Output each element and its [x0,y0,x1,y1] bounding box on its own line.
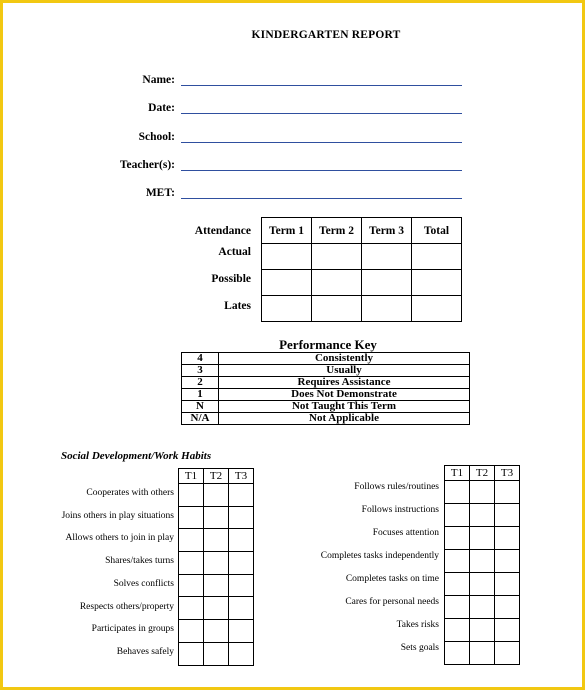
report-title: KINDERGARTEN REPORT [251,29,401,41]
met-field[interactable] [181,198,462,199]
skill-rating-cell[interactable] [229,642,254,665]
skill-rating-cell[interactable] [229,529,254,552]
skill-rating-cell[interactable] [229,552,254,575]
skill-label: Completes tasks independently [320,551,439,561]
teacher-label: Teacher(s): [119,159,175,171]
attendance-row-possible: Possible [211,273,251,285]
skill-rating-cell[interactable] [445,527,470,550]
skill-rating-cell[interactable] [445,642,470,665]
skill-rating-cell[interactable] [179,552,204,575]
skill-rating-cell[interactable] [470,527,495,550]
skill-rating-cell[interactable] [495,619,520,642]
attendance-cell[interactable] [312,244,362,270]
attendance-cell[interactable] [262,244,312,270]
name-field[interactable] [181,85,462,86]
skill-label: Sets goals [400,643,439,653]
key-desc: Usually [219,365,470,377]
attendance-label: Attendance [194,225,251,237]
skill-rating-cell[interactable] [179,574,204,597]
skill-rating-cell[interactable] [445,619,470,642]
skill-row [179,529,254,552]
skill-rating-cell[interactable] [179,620,204,643]
skill-rating-cell[interactable] [470,642,495,665]
skill-rating-cell[interactable] [229,574,254,597]
skill-rating-cell[interactable] [495,596,520,619]
skill-row [445,596,520,619]
skill-rating-cell[interactable] [229,484,254,507]
attendance-cell[interactable] [262,296,312,322]
skill-rating-cell[interactable] [495,642,520,665]
skill-rating-cell[interactable] [470,619,495,642]
skill-label: Participates in groups [91,624,174,635]
skill-rating-cell[interactable] [179,484,204,507]
skill-label: Follows instructions [361,505,439,515]
key-desc: Consistently [219,353,470,365]
skill-label: Focuses attention [372,528,439,538]
attendance-cell[interactable] [362,296,412,322]
skill-rating-cell[interactable] [204,620,229,643]
skill-label: Solves conflicts [113,578,174,589]
skill-rating-cell[interactable] [445,573,470,596]
skill-row [179,574,254,597]
skill-rating-cell[interactable] [470,573,495,596]
attendance-row-actual: Actual [218,246,251,258]
skill-row [179,484,254,507]
skill-rating-cell[interactable] [179,529,204,552]
term1-header: Term 1 [262,218,312,244]
skill-rating-cell[interactable] [204,597,229,620]
skill-rating-cell[interactable] [470,596,495,619]
school-label: School: [138,131,175,143]
attendance-cell[interactable] [312,270,362,296]
skill-label: Follows rules/routines [354,482,439,492]
performance-key-title: Performance Key [279,337,377,352]
skill-rating-cell[interactable] [470,481,495,504]
skill-label: Allows others to join in play [65,533,174,544]
term3-header: Term 3 [362,218,412,244]
skill-label: Joins others in play situations [61,510,174,521]
skill-rating-cell[interactable] [204,642,229,665]
key-code: N [182,401,219,413]
met-label: MET: [145,187,175,199]
grid-header-row [179,469,254,484]
skill-rating-cell[interactable] [179,642,204,665]
term-header: T1 [179,469,204,484]
skill-row [445,504,520,527]
term-header: T2 [204,469,229,484]
skill-rating-cell[interactable] [445,596,470,619]
performance-key-table [181,352,470,425]
skill-rating-cell[interactable] [495,527,520,550]
skill-label: Takes risks [396,620,439,630]
skill-label: Completes tasks on time [345,574,439,584]
term-header: T2 [470,466,495,481]
skill-row [179,642,254,665]
skill-rating-cell[interactable] [229,506,254,529]
key-row [182,389,470,401]
skill-rating-cell[interactable] [204,552,229,575]
skill-rating-cell[interactable] [445,504,470,527]
key-code: 2 [182,377,219,389]
skill-row [179,506,254,529]
attendance-cell[interactable] [412,244,462,270]
skill-row [445,619,520,642]
skill-row [445,481,520,504]
skill-rating-cell[interactable] [495,481,520,504]
social-development-title: Social Development/Work Habits [61,450,212,462]
key-desc: Does Not Demonstrate [219,389,470,401]
skill-rating-cell[interactable] [470,550,495,573]
skill-rating-cell[interactable] [495,504,520,527]
key-code: 3 [182,365,219,377]
name-label: Name: [142,74,175,86]
attendance-cell[interactable] [362,244,412,270]
date-field[interactable] [181,113,462,114]
attendance-actual-row [262,244,462,270]
skill-row [179,620,254,643]
skill-label: Shares/takes turns [105,556,174,567]
attendance-cell[interactable] [412,270,462,296]
attendance-cell[interactable] [412,296,462,322]
skill-rating-cell[interactable] [445,481,470,504]
skill-rating-cell[interactable] [204,574,229,597]
term-header: T3 [495,466,520,481]
school-field[interactable] [181,142,462,143]
key-desc: Not Applicable [219,413,470,425]
skill-row [445,642,520,665]
key-row [182,377,470,389]
skill-rating-cell[interactable] [470,504,495,527]
skill-label: Cares for personal needs [345,597,439,607]
skill-row [179,597,254,620]
key-desc: Requires Assistance [219,377,470,389]
key-code: 4 [182,353,219,365]
key-code: N/A [182,413,219,425]
skill-rating-cell[interactable] [204,484,229,507]
key-row [182,353,470,365]
skill-row [445,550,520,573]
skill-row [445,527,520,550]
skill-rating-cell[interactable] [204,529,229,552]
report-page [3,3,582,687]
key-row [182,401,470,413]
term2-header: Term 2 [312,218,362,244]
skill-rating-cell[interactable] [179,506,204,529]
attendance-cell[interactable] [362,270,412,296]
attendance-header-row [262,218,462,244]
skill-label: Cooperates with others [86,488,174,498]
skill-row [179,552,254,575]
skill-row [445,573,520,596]
attendance-table [261,217,462,322]
total-header: Total [412,218,462,244]
attendance-row-lates: Lates [224,300,251,312]
skill-rating-cell[interactable] [229,620,254,643]
key-row [182,413,470,425]
date-label: Date: [148,102,175,114]
skill-rating-cell[interactable] [495,573,520,596]
term-header: T3 [229,469,254,484]
key-code: 1 [182,389,219,401]
skill-rating-cell[interactable] [445,550,470,573]
key-desc: Not Taught This Term [219,401,470,413]
attendance-cell[interactable] [312,296,362,322]
skill-rating-cell[interactable] [495,550,520,573]
attendance-cell[interactable] [262,270,312,296]
teacher-field[interactable] [181,170,462,171]
attendance-lates-row [262,296,462,322]
skill-rating-cell[interactable] [229,597,254,620]
skill-label: Respects others/property [79,601,174,612]
term-header: T1 [445,466,470,481]
skill-label: Behaves safely [116,646,174,657]
key-row [182,365,470,377]
left-skills-grid [178,468,254,666]
skill-rating-cell[interactable] [204,506,229,529]
right-skills-grid [444,465,520,665]
attendance-possible-row [262,270,462,296]
skill-rating-cell[interactable] [179,597,204,620]
grid-header-row [445,466,520,481]
